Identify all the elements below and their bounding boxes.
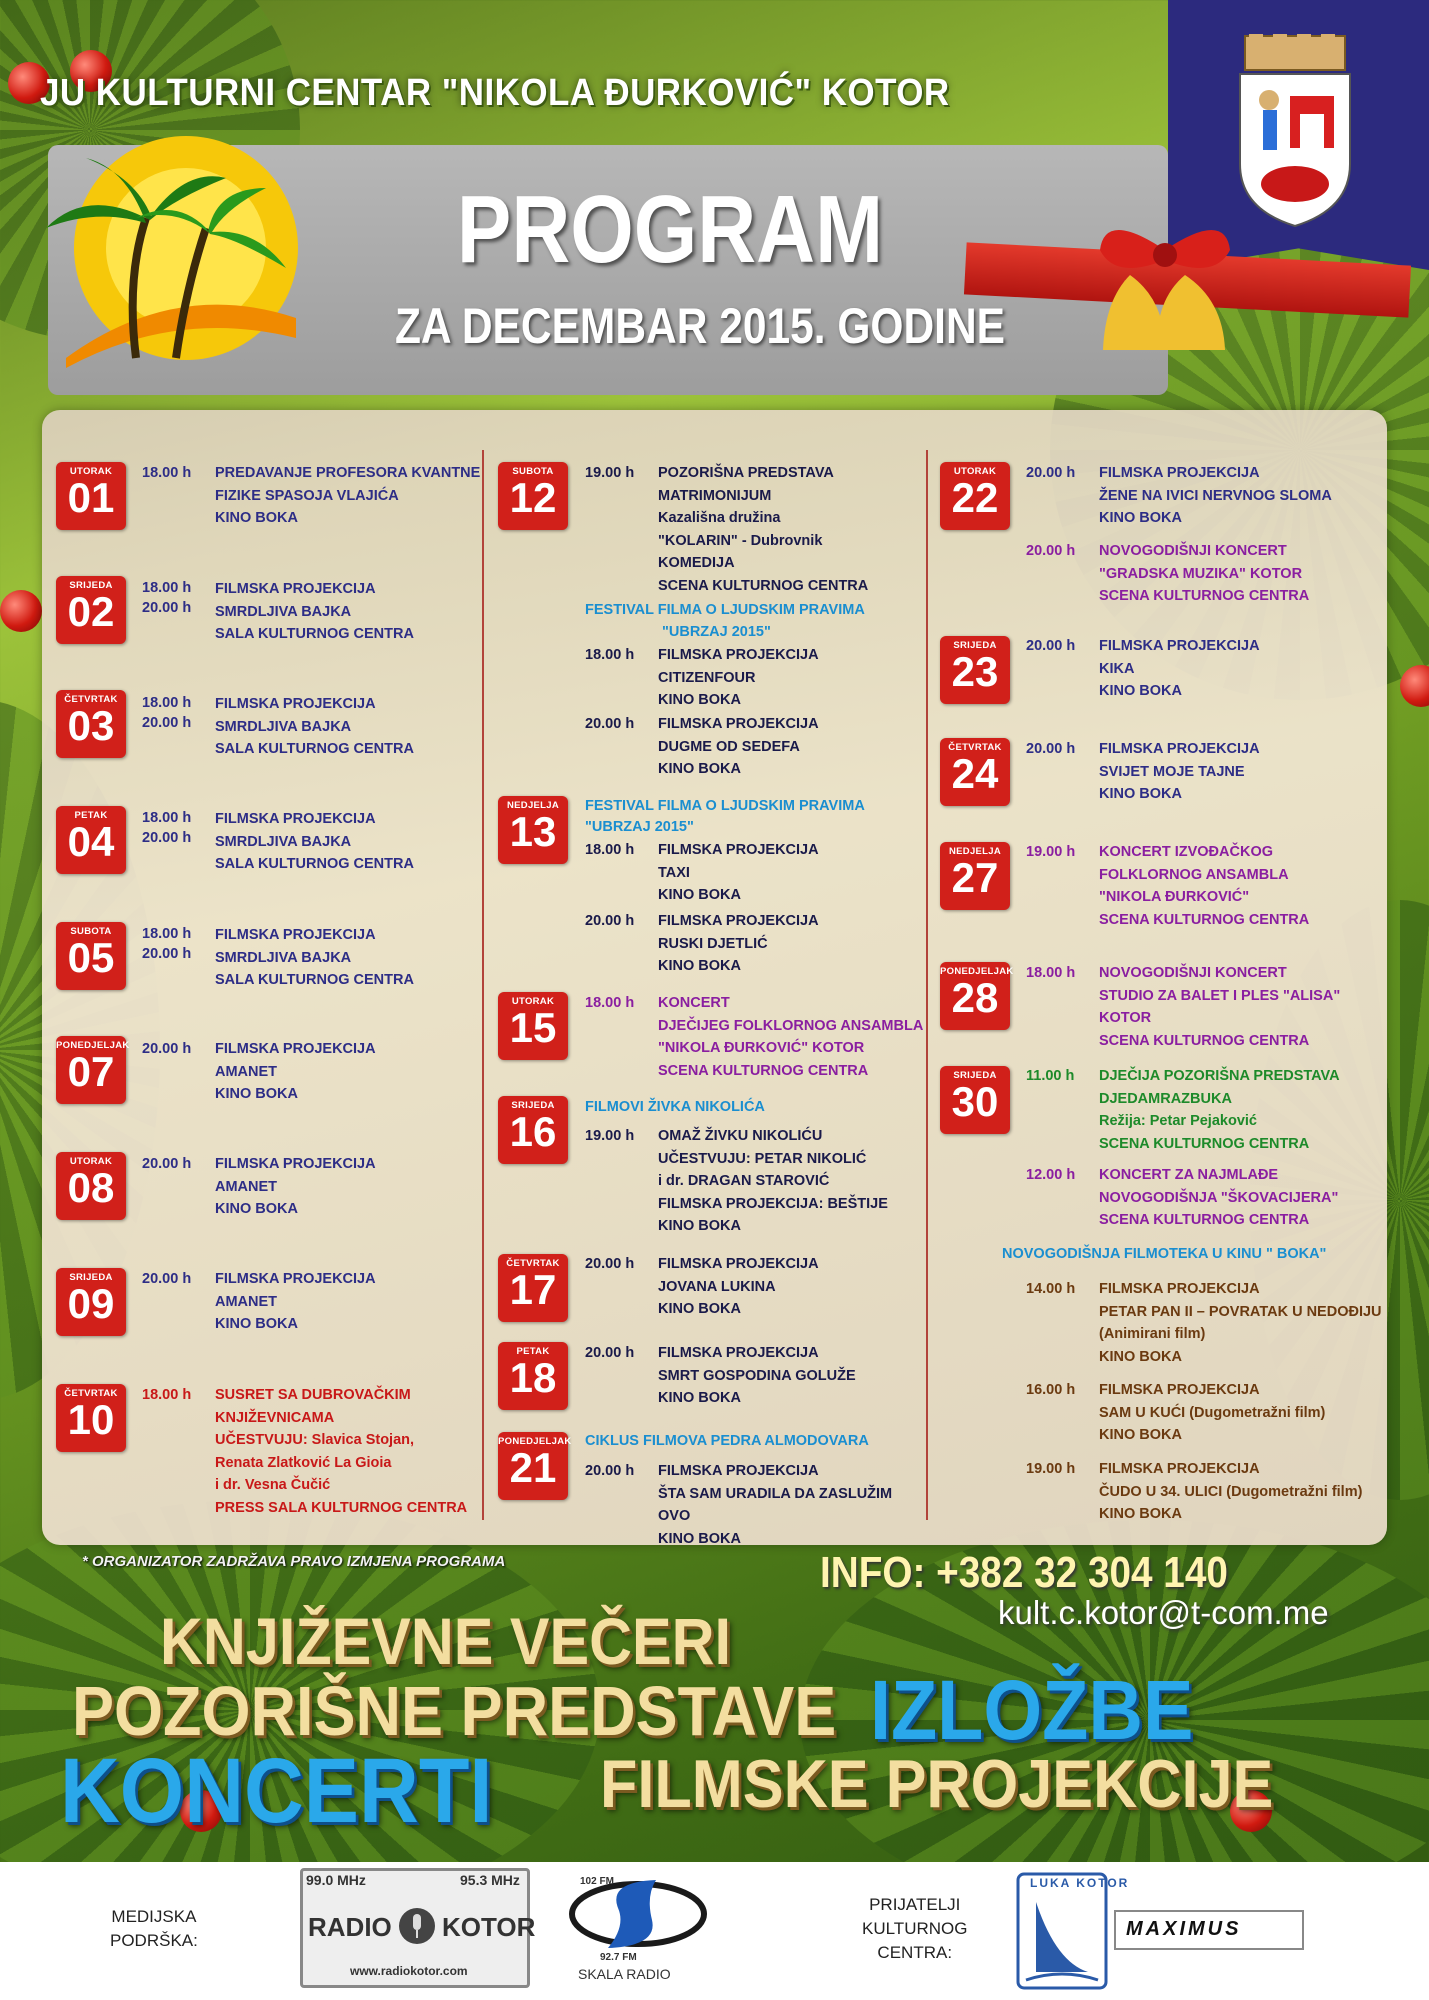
disclaimer-note: * ORGANIZATOR ZADRŽAVA PRAVO IZMJENA PROGRAMA <box>82 1553 506 1570</box>
category-film-screenings: FILMSKE PROJEKCIJE <box>600 1746 1274 1822</box>
date-badge: SUBOTA 12 <box>498 462 568 530</box>
event-time: 18.00 h 20.00 h <box>142 695 192 731</box>
date-badge: SUBOTA 05 <box>56 922 126 990</box>
event-time: 20.00 h <box>585 913 635 929</box>
event-time: 20.00 h <box>142 1041 192 1057</box>
category-literary-evenings: KNJIŽEVNE VEČERI <box>160 1604 732 1678</box>
event-description: FILMSKA PROJEKCIJA SVIJET MOJE TAJNE KINO BOKA <box>1099 741 1260 802</box>
date-badge: SRIJEDA 09 <box>56 1268 126 1336</box>
microphone-icon <box>397 1906 437 1946</box>
event-time: 18.00 h <box>142 1387 192 1403</box>
event-time: 18.00 h 20.00 h <box>142 810 192 846</box>
radio-name-left: RADIO <box>308 1912 392 1942</box>
date-badge: NEDJELJA 27 <box>940 842 1010 910</box>
event-time: 18.00 h 20.00 h <box>142 580 192 616</box>
event-time: 20.00 h <box>585 716 635 732</box>
event-time: 20.00 h <box>585 1463 635 1479</box>
festival-heading: FESTIVAL FILMA O LJUDSKIM PRAVIMA <box>585 798 865 814</box>
radio-frequency: 99.0 MHz <box>306 1872 366 1888</box>
program-title: PROGRAM <box>456 176 884 283</box>
event-description: FILMSKA PROJEKCIJA SAM U KUĆI (Dugometražni film) KINO BOKA <box>1099 1382 1326 1443</box>
event-description: FILMSKA PROJEKCIJA ČUDO U 34. ULICI (Dugometražni film) KINO BOKA <box>1099 1461 1363 1522</box>
event-description: FILMSKA PROJEKCIJA SMRDLJIVA BAJKA SALA KULTURNOG CENTRA <box>215 581 414 642</box>
event-time: 20.00 h <box>1026 543 1076 559</box>
event-description: DJEČIJA POZORIŠNA PREDSTAVA DJEDAMRAZBUKA Režija: Petar Pejaković SCENA KULTURNOG CENTRA <box>1099 1068 1340 1152</box>
media-support-label: MEDIJSKA PODRŠKA: <box>110 1907 198 1950</box>
date-badge: NEDJELJA 13 <box>498 796 568 864</box>
skala-frequency: 92.7 FM <box>600 1952 637 1963</box>
date-badge: PONEDJELJAK 28 <box>940 962 1010 1030</box>
date-badge: SRIJEDA 23 <box>940 636 1010 704</box>
category-theatre: POZORIŠNE PREDSTAVE <box>72 1672 837 1750</box>
date-badge: PONEDJELJAK 07 <box>56 1036 126 1104</box>
event-description: FILMSKA PROJEKCIJA SMRDLJIVA BAJKA SALA KULTURNOG CENTRA <box>215 696 414 757</box>
radio-name-right: KOTOR <box>442 1912 536 1942</box>
event-description: FILMSKA PROJEKCIJA RUSKI DJETLIĆ KINO BOKA <box>658 913 819 974</box>
date-badge: ČETVRTAK 17 <box>498 1254 568 1322</box>
event-description: FILMSKA PROJEKCIJA ŽENE NA IVICI NERVNOG SLOMA KINO BOKA <box>1099 465 1332 526</box>
event-description: FILMSKA PROJEKCIJA SMRDLJIVA BAJKA SALA KULTURNOG CENTRA <box>215 927 414 988</box>
berry-decoration <box>0 590 42 632</box>
festival-heading: FESTIVAL FILMA O LJUDSKIM PRAVIMA <box>585 602 865 618</box>
event-time: 18.00 h <box>1026 965 1076 981</box>
event-time: 18.00 h <box>142 465 192 481</box>
event-description: FILMSKA PROJEKCIJA JOVANA LUKINA KINO BOKA <box>658 1256 819 1317</box>
festival-heading: CIKLUS FILMOVA PEDRA ALMODOVARA <box>585 1433 869 1449</box>
event-time: 19.00 h <box>1026 844 1076 860</box>
category-concerts: KONCERTI <box>60 1740 493 1842</box>
event-time: 20.00 h <box>1026 638 1076 654</box>
event-time: 20.00 h <box>585 1345 635 1361</box>
organization-title: JU KULTURNI CENTAR "NIKOLA ĐURKOVIĆ" KOTOR <box>40 72 950 114</box>
event-description: PREDAVANJE PROFESORA KVANTNE FIZIKE SPASOJA VLAJIĆA KINO BOKA <box>215 465 481 526</box>
berry-decoration <box>1400 665 1429 707</box>
event-time: 18.00 h <box>585 995 635 1011</box>
event-time: 11.00 h <box>1026 1068 1075 1084</box>
event-time: 20.00 h <box>142 1271 192 1287</box>
bells-bow-icon <box>1095 210 1235 360</box>
maximus-name: MAXIMUS <box>1126 1918 1242 1940</box>
festival-heading: "UBRZAJ 2015" <box>585 819 694 835</box>
event-time: 20.00 h <box>142 1156 192 1172</box>
event-time: 19.00 h <box>1026 1461 1076 1477</box>
event-time: 16.00 h <box>1026 1382 1076 1398</box>
event-description: NOVOGODIŠNJI KONCERT "GRADSKA MUZIKA" KOTOR SCENA KULTURNOG CENTRA <box>1099 543 1310 604</box>
date-badge: ČETVRTAK 03 <box>56 690 126 758</box>
event-description: KONCERT IZVOĐAČKOG FOLKLORNOG ANSAMBLA "NIKOLA ĐURKOVIĆ" SCENA KULTURNOG CENTRA <box>1099 844 1310 928</box>
date-badge: PETAK 18 <box>498 1342 568 1410</box>
category-exhibitions: IZLOŽBE <box>870 1663 1194 1757</box>
skala-frequency: 102 FM <box>580 1876 614 1887</box>
date-badge: SRIJEDA 30 <box>940 1066 1010 1134</box>
event-time: 18.00 h <box>585 842 635 858</box>
event-description: FILMSKA PROJEKCIJA SMRT GOSPODINA GOLUŽE KINO BOKA <box>658 1345 856 1406</box>
date-badge: UTORAK 08 <box>56 1152 126 1220</box>
date-badge: ČETVRTAK 24 <box>940 738 1010 806</box>
event-time: 14.00 h <box>1026 1281 1076 1297</box>
date-badge: SRIJEDA 16 <box>498 1096 568 1164</box>
friends-label: PRIJATELJI KULTURNOG CENTRA: <box>862 1895 968 1962</box>
date-badge: UTORAK 15 <box>498 992 568 1060</box>
event-time: 18.00 h 20.00 h <box>142 926 192 962</box>
event-description: FILMSKA PROJEKCIJA AMANET KINO BOKA <box>215 1156 376 1217</box>
event-description: FILMSKA PROJEKCIJA KIKA KINO BOKA <box>1099 638 1260 699</box>
event-time: 20.00 h <box>585 1256 635 1272</box>
event-time: 20.00 h <box>1026 741 1076 757</box>
event-description: NOVOGODIŠNJI KONCERT STUDIO ZA BALET I PLES "ALISA" KOTOR SCENA KULTURNOG CENTRA <box>1099 965 1341 1049</box>
date-badge: UTORAK 22 <box>940 462 1010 530</box>
event-description: KONCERT ZA NAJMLAĐE NOVOGODIŠNJA "ŠKOVACIJERA" SCENA KULTURNOG CENTRA <box>1099 1167 1339 1228</box>
event-description: POZORIŠNA PREDSTAVA MATRIMONIJUM Kazališna družina "KOLARIN" - Dubrovnik KOMEDIJA SCENA KULTURNOG CENTRA <box>658 465 869 594</box>
event-description: FILMSKA PROJEKCIJA SMRDLJIVA BAJKA SALA KULTURNOG CENTRA <box>215 811 414 872</box>
event-description: SUSRET SA DUBROVAČKIM KNJIŽEVNICAMA UČESTVUJU: Slavica Stojan, Renata Zlatković La Gioia i dr. Vesna Čučić PRESS SALA KULTURNOG CENTRA <box>215 1387 468 1516</box>
date-badge: ČETVRTAK 10 <box>56 1384 126 1452</box>
event-description: FILMSKA PROJEKCIJA DUGME OD SEDEFA KINO BOKA <box>658 716 819 777</box>
festival-heading: NOVOGODIŠNJA FILMOTEKA U KINU " BOKA" <box>1002 1246 1327 1262</box>
radio-url[interactable]: www.radiokotor.com <box>350 1964 468 1978</box>
skala-name: SKALA RADIO <box>578 1966 671 1982</box>
info-phone: INFO: +382 32 304 140 <box>820 1548 1228 1597</box>
date-badge: PETAK 04 <box>56 806 126 874</box>
event-description: OMAŽ ŽIVKU NIKOLIĆU UČESTVUJU: PETAR NIKOLIĆ i dr. DRAGAN STAROVIĆ FILMSKA PROJEKCIJA: BEŠTIJE KINO BOKA <box>658 1128 888 1234</box>
event-description: FILMSKA PROJEKCIJA AMANET KINO BOKA <box>215 1271 376 1332</box>
event-description: FILMSKA PROJEKCIJA AMANET KINO BOKA <box>215 1041 376 1102</box>
event-time: 19.00 h <box>585 1128 635 1144</box>
date-badge: PONEDJELJAK 21 <box>498 1432 568 1500</box>
event-description: FILMSKA PROJEKCIJA ŠTA SAM URADILA DA ZASLUŽIM OVO KINO BOKA <box>658 1463 893 1547</box>
event-time: 12.00 h <box>1026 1167 1076 1183</box>
program-subtitle: ZA DECEMBAR 2015. GODINE <box>394 298 1006 354</box>
radio-frequency: 95.3 MHz <box>460 1872 520 1888</box>
luka-kotor-name: LUKA KOTOR <box>1030 1876 1130 1890</box>
event-time: 20.00 h <box>1026 465 1076 481</box>
date-badge: SRIJEDA 02 <box>56 576 126 644</box>
event-description: FILMSKA PROJEKCIJA CITIZENFOUR KINO BOKA <box>658 647 819 708</box>
festival-heading: "UBRZAJ 2015" <box>662 624 771 640</box>
date-badge: UTORAK 01 <box>56 462 126 530</box>
event-time: 19.00 h <box>585 465 635 481</box>
festival-heading: FILMOVI ŽIVKA NIKOLIĆA <box>585 1099 765 1115</box>
event-description: KONCERT DJEČIJEG FOLKLORNOG ANSAMBLA "NIKOLA ĐURKOVIĆ" KOTOR SCENA KULTURNOG CENTRA <box>658 995 924 1079</box>
kotor-crest-icon <box>1235 34 1355 234</box>
contact-email[interactable]: kult.c.kotor@t-com.me <box>998 1594 1329 1631</box>
palm-sun-logo-icon <box>26 128 301 388</box>
event-description: FILMSKA PROJEKCIJA PETAR PAN II – POVRATAK U NEDOĐIJU (Animirani film) KINO BOKA <box>1099 1281 1382 1365</box>
event-time: 18.00 h <box>585 647 635 663</box>
event-description: FILMSKA PROJEKCIJA TAXI KINO BOKA <box>658 842 819 903</box>
